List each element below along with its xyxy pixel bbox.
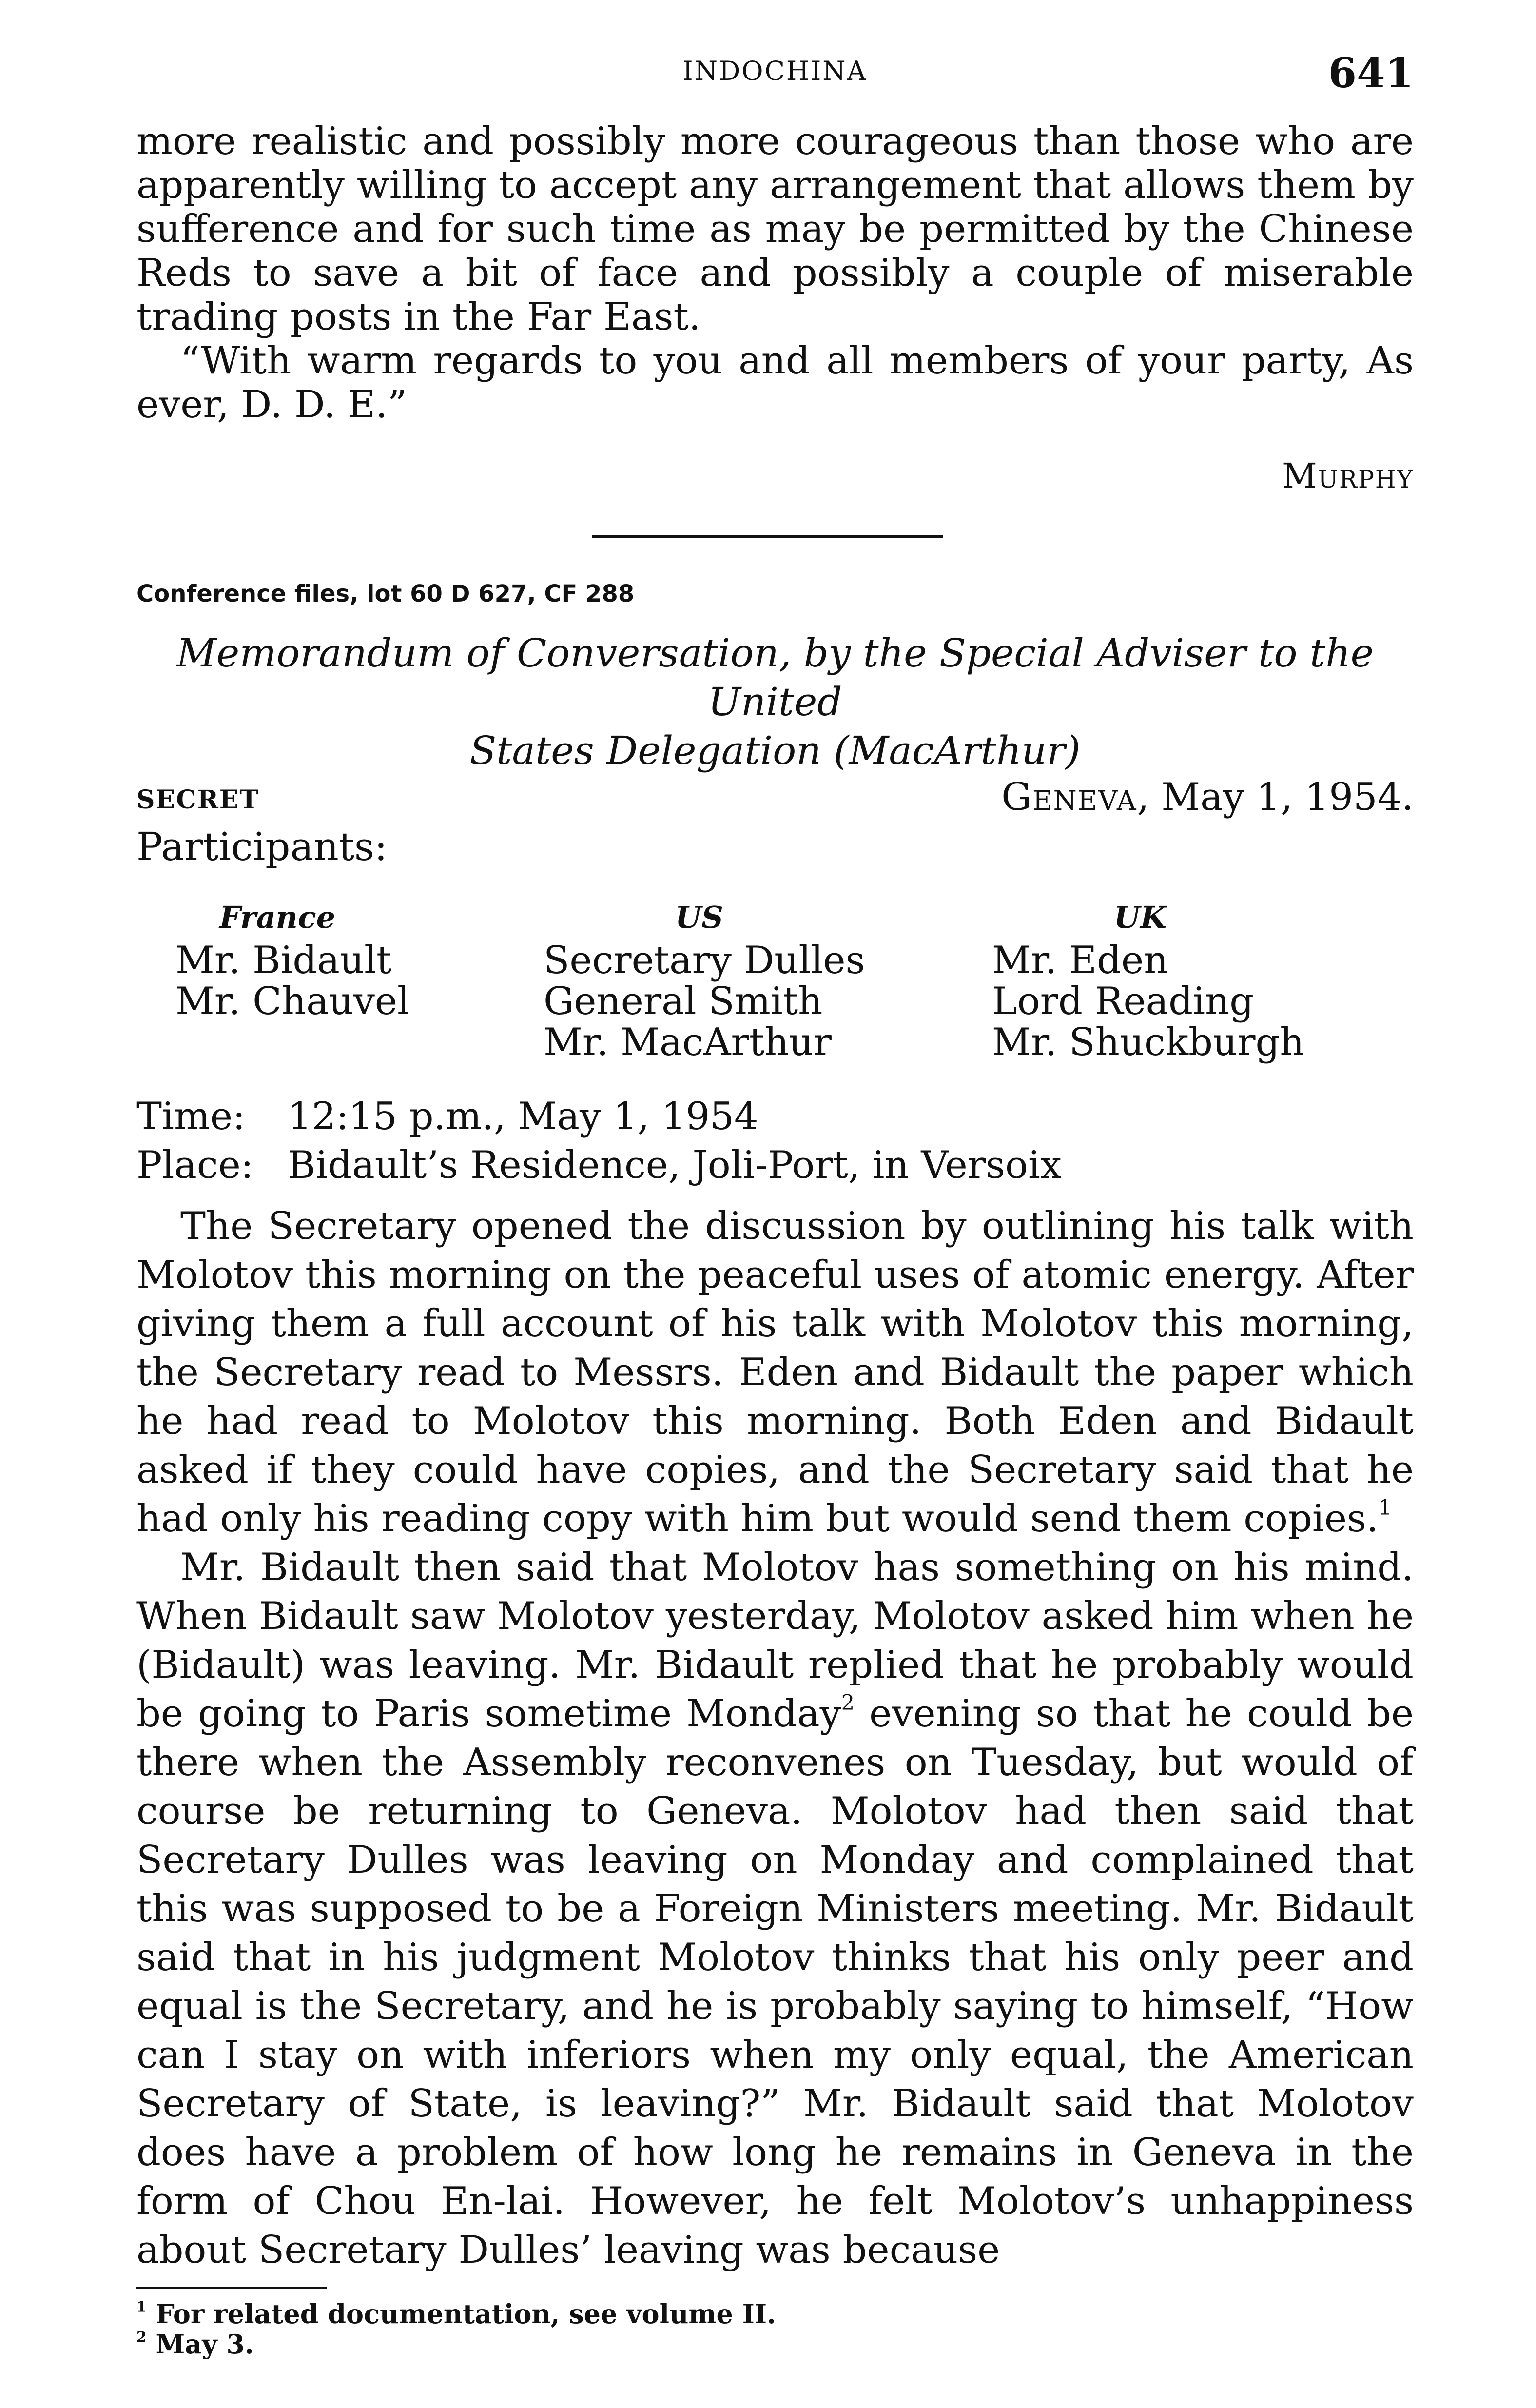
footnote-mark: 1: [136, 2298, 147, 2316]
source-note: Conference files, lot 60 D 627, CF 288: [136, 580, 635, 607]
signature-text: Murphy: [1282, 456, 1414, 496]
top-text-block: [136, 119, 1414, 427]
section-divider: [592, 535, 943, 538]
continued-paragraph: more realistic and possibly more courageous than those who are apparently willing to accept any arrangement that allows them by sufference and for such time as may be permitted by the Chinese Reds to save a bit of face and possibly a couple of miserable trading posts in the Far East.: [136, 119, 1414, 339]
participants-label: Participants:: [136, 824, 388, 869]
memo-body: [136, 1202, 1414, 2274]
footnote: [136, 2299, 776, 2329]
participant-name: General Smith: [544, 979, 823, 1023]
participant-name: Mr. Shuckburgh: [992, 1020, 1304, 1064]
participant-name: Mr. Eden: [992, 939, 1168, 982]
running-head: [136, 49, 1414, 102]
footnote-mark: 2: [136, 2329, 147, 2346]
participants-uk: [992, 897, 1304, 1063]
dateline-date: May 1, 1954.: [1161, 775, 1414, 819]
participant-name: Mr. MacArthur: [544, 1020, 832, 1064]
participant-name: Lord Reading: [992, 979, 1254, 1023]
footnote-text: May 3.: [156, 2329, 254, 2360]
signature: [1282, 456, 1414, 496]
participant-name: Secretary Dulles: [544, 939, 865, 982]
page-number: 641: [1328, 49, 1414, 97]
participants-france: [175, 897, 409, 1022]
time-value: 12:15 p.m., May 1, 1954: [288, 1095, 758, 1138]
footnote: [136, 2329, 776, 2359]
memo-title: [136, 629, 1414, 775]
body-paragraph-2-text-b: evening so that he could be there when the Assembly reconvenes on Tuesday, but would of course be returning to Geneva. Molotov had then said that Secretary Dulles was leaving on Monday and complained that this was supposed to be a Foreign Ministers meeting. Mr. Bidault said that in his judgment Molotov thinks that his only peer and equal is the Secretary, and he is probably saying to himself, “How can I stay on with inferiors when my only equal, the American Secretary of State, is leaving?” Mr. Bidault said that Molotov does have a problem of how long he remains in Geneva in the form of Chou En-lai. However, he felt Molotov’s unhappiness about Secretary Dulles’ leaving was because: [136, 1692, 1414, 2272]
time-label: Time:: [136, 1095, 246, 1138]
body-paragraph-2: [136, 1543, 1414, 2274]
participant-name: Mr. Bidault: [175, 939, 392, 982]
place-row: [136, 1143, 1062, 1187]
memo-title-line-1: Memorandum of Conversation, by the Special Adviser to the United: [176, 630, 1374, 724]
participants-france-heading: France: [219, 900, 336, 935]
closing-paragraph: “With warm regards to you and all members of your party, As ever, D. D. E.”: [136, 339, 1414, 427]
footnote-text: For related documentation, see volume II.: [156, 2298, 776, 2330]
dateline-place: Geneva: [1001, 775, 1137, 819]
footnote-ref-1: 1: [1378, 1495, 1392, 1520]
participant-name: Mr. Chauvel: [175, 979, 409, 1023]
classification: SECRET: [136, 785, 260, 815]
participants-us-heading: US: [675, 900, 723, 935]
time-row: [136, 1095, 758, 1138]
place-label: Place:: [136, 1143, 254, 1187]
footnote-ref-2: 2: [841, 1690, 855, 1715]
memo-title-line-2: States Delegation (MacArthur): [469, 728, 1081, 773]
running-head-title: INDOCHINA: [682, 56, 868, 86]
body-paragraph-1: [136, 1202, 1414, 1543]
body-paragraph-2-text-a: Mr. Bidault then said that Molotov has something on his mind. When Bidault saw Molotov yesterday, Molotov asked him when he (Bidault) was leaving. Mr. Bidault replied that he probably would be going to Paris sometime Monday: [136, 1546, 1414, 1736]
participants-us: [544, 897, 865, 1063]
footnote-divider: [136, 2287, 327, 2289]
body-paragraph-1-text: The Secretary opened the discussion by outlining his talk with Molotov this morning on the peaceful uses of atomic energy. After giving them a full account of his talk with Molotov this morning, the Secretary read to Messrs. Eden and Bidault the paper which he had read to Molotov this morning. Both Eden and Bidault asked if they could have copies, and the Secretary said that he had only his reading copy with him but would send them copies.: [136, 1204, 1414, 1541]
dateline-comma: ,: [1137, 775, 1162, 819]
participants-uk-heading: UK: [1114, 900, 1167, 935]
dateline: [1001, 775, 1414, 819]
footnotes: [136, 2299, 776, 2359]
place-value: Bidault’s Residence, Joli-Port, in Versoix: [288, 1143, 1062, 1187]
